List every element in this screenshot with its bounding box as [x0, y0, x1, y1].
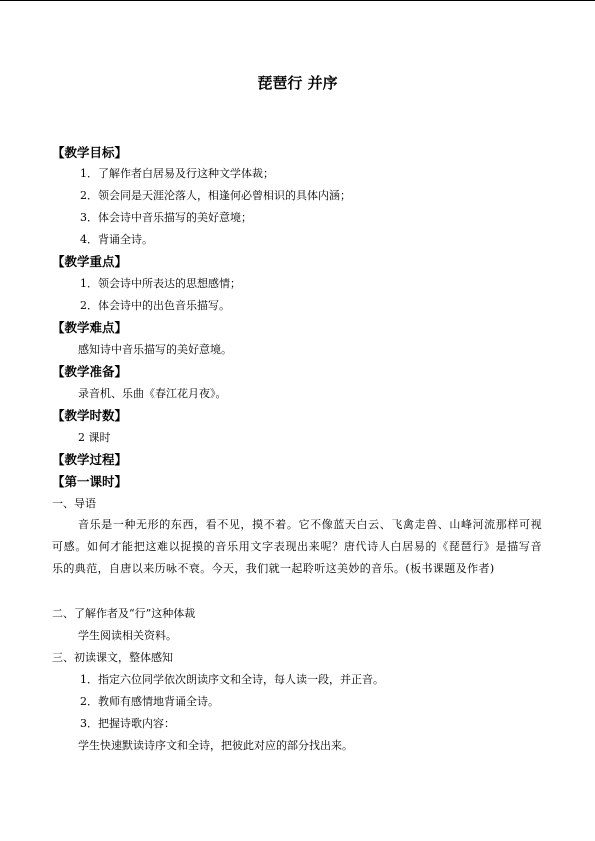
hours-text: 2 课时 — [78, 431, 111, 444]
first-reading-text: 学生快速默读诗序文和全诗，把彼此对应的部分找出来。 — [78, 739, 353, 752]
first-reading-item: 3．把握诗歌内容： — [80, 717, 175, 730]
author-text: 学生阅读相关资料。 — [78, 629, 177, 642]
top-rule — [0, 0, 595, 1]
heading-preparation: 【教学准备】 — [52, 364, 128, 379]
heading-hours: 【教学时数】 — [52, 408, 128, 423]
objective-item: 1．了解作者白居易及行这种文学体裁； — [80, 167, 274, 180]
preparation-text: 录音机、乐曲《春江花月夜》。 — [78, 387, 227, 400]
difficulties-text: 感知诗中音乐描写的美好意境。 — [78, 343, 232, 356]
first-reading-item: 2．教师有感情地背诵全诗。 — [80, 695, 219, 708]
page-title: 琵琶行 并序 — [257, 74, 338, 92]
key-point-item: 2．体会诗中的出色音乐描写。 — [80, 299, 230, 312]
key-point-item: 1．领会诗中所表达的思想感情； — [80, 277, 241, 290]
author-heading: 二、了解作者及“行”这种体裁 — [52, 607, 196, 620]
heading-first-lesson: 【第一课时】 — [52, 474, 128, 489]
objective-item: 3．体会诗中音乐描写的美好意境； — [80, 211, 252, 224]
heading-key-points: 【教学重点】 — [52, 254, 128, 269]
intro-paragraph: 音乐是一种无形的东西，看不见，摸不着。它不像蓝天白云、飞禽走兽、山峰河流那样可视可感。如何才能把这难以捉摸的音乐用文字表现出来呢？唐代诗人白居易的《琵琶行》是描写音乐的典范，自唐以来历咏不衰。今天，我们就一起聆听这美妙的音乐。(板书课题及作者) — [52, 518, 542, 575]
heading-objectives: 【教学目标】 — [52, 145, 128, 160]
intro-heading: 一、导语 — [52, 497, 96, 510]
objective-item: 4．背诵全诗。 — [80, 233, 153, 246]
objective-item: 2．领会同是天涯沦落人，相逢何必曾相识的具体内涵； — [80, 189, 351, 202]
heading-difficulties: 【教学难点】 — [52, 320, 128, 335]
first-reading-item: 1．指定六位同学依次朗读序文和全诗，每人读一段，并正音。 — [80, 673, 384, 686]
first-reading-heading: 三、初读课文，整体感知 — [52, 651, 173, 664]
heading-process: 【教学过程】 — [52, 452, 128, 467]
